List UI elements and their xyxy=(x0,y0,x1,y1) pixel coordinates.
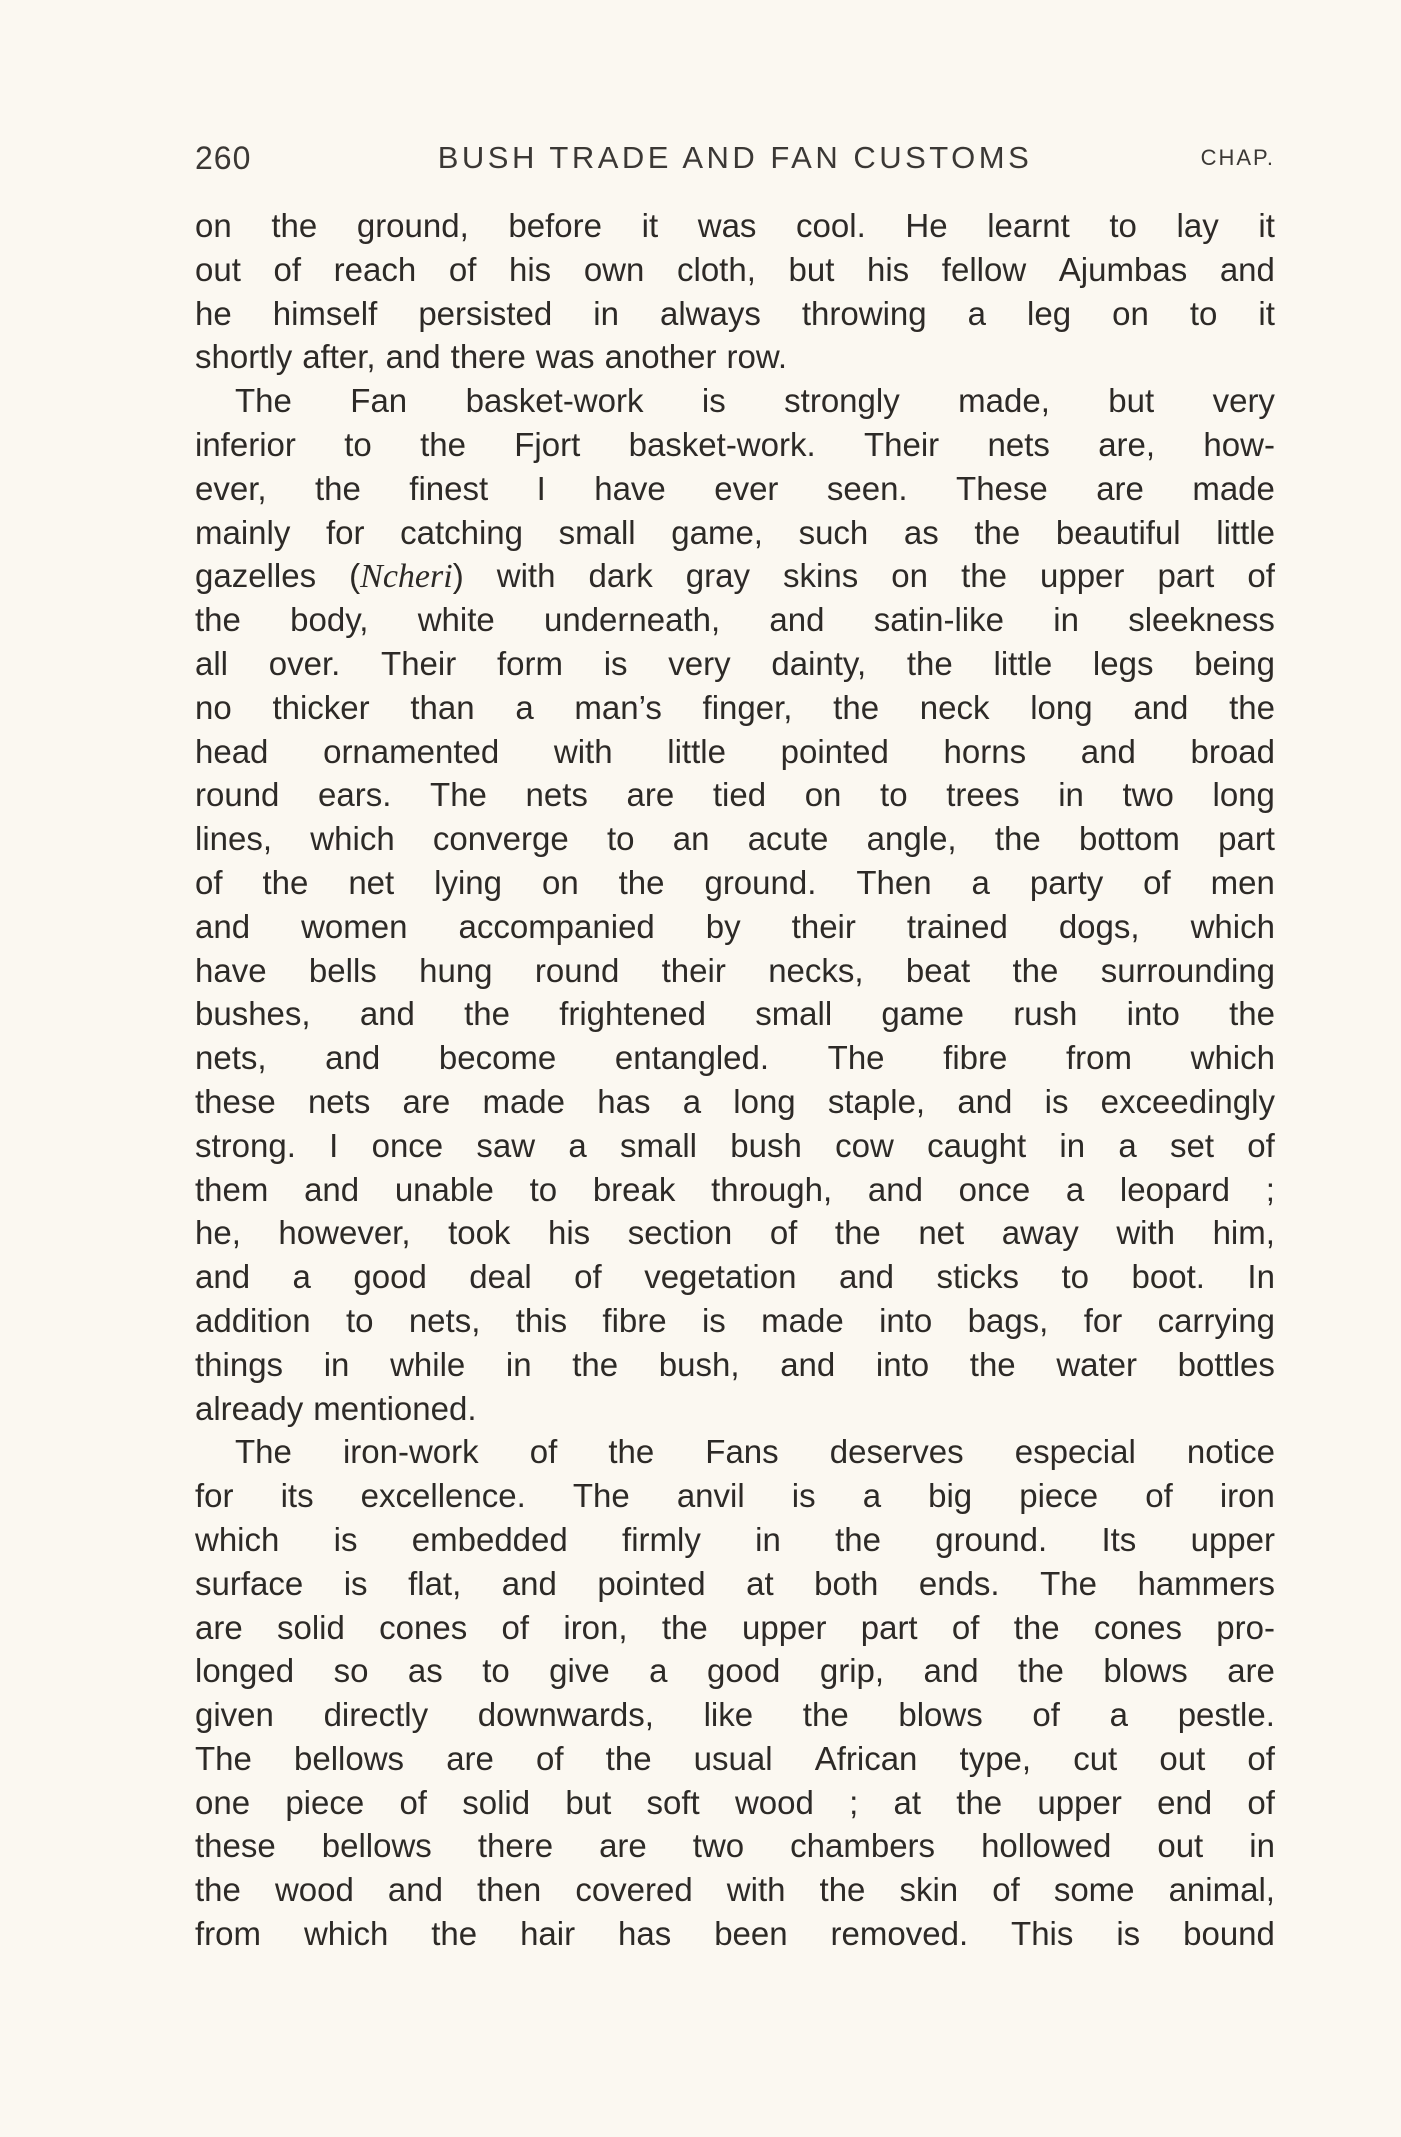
body-text xyxy=(195,204,1275,1956)
text-line: round ears. The nets are tied on to trees in two long xyxy=(195,776,1275,814)
text-line: gazelles (Ncheri) with dark gray skins on the upper part of xyxy=(195,557,1275,596)
running-title: BUSH TRADE AND FAN CUSTOMS xyxy=(437,140,1033,175)
text-line: bushes, and the frightened small game rush into the xyxy=(195,995,1275,1033)
text-line: given directly downwards, like the blows of a pestle. xyxy=(195,1696,1275,1734)
text-line: of the net lying on the ground. Then a party of men xyxy=(195,863,1275,901)
text-line: the wood and then covered with the skin of some animal, xyxy=(195,1871,1275,1909)
text-line: out of reach of his own cloth, but his fellow Ajumbas and xyxy=(195,250,1275,288)
text-line: strong. I once saw a small bush cow caught in a set of xyxy=(195,1126,1275,1164)
text-line: from which the hair has been removed. This is bound xyxy=(195,1915,1275,1953)
text-line: The iron-work of the Fans deserves especial notice xyxy=(235,1433,1275,1471)
page-number: 260 xyxy=(195,140,252,176)
text-line: The Fan basket-work is strongly made, but very xyxy=(235,382,1275,420)
text-line: he himself persisted in always throwing a leg on to it xyxy=(195,294,1275,332)
text-line: things in while in the bush, and into the water bottles xyxy=(195,1345,1275,1383)
text-line: nets, and become entangled. The fibre from which xyxy=(195,1039,1275,1077)
text-line: for its excellence. The anvil is a big piece of iron xyxy=(195,1477,1275,1515)
text-line: these nets are made has a long staple, and is exceedingly xyxy=(195,1082,1275,1120)
text-line: and women accompanied by their trained dogs, which xyxy=(195,907,1275,945)
text-line: one piece of solid but soft wood ; at the upper end of xyxy=(195,1783,1275,1821)
running-head xyxy=(195,132,1275,182)
text-line: these bellows there are two chambers hollowed out in xyxy=(195,1827,1275,1865)
text-line: surface is flat, and pointed at both ends. The hammers xyxy=(195,1564,1275,1602)
text-line: which is embedded firmly in the ground. Its upper xyxy=(195,1520,1275,1558)
text-line: longed so as to give a good grip, and the blows are xyxy=(195,1652,1275,1690)
text-line: mainly for catching small game, such as the beautiful little xyxy=(195,513,1275,551)
text-line: inferior to the Fjort basket-work. Their nets are, how- xyxy=(195,425,1275,463)
text-line: the body, white underneath, and satin-like in sleekness xyxy=(195,601,1275,639)
text-line: already mentioned. xyxy=(195,1389,477,1427)
text-line: head ornamented with little pointed horns and broad xyxy=(195,732,1275,770)
text-line: on the ground, before it was cool. He learnt to lay it xyxy=(195,207,1275,244)
text-line: shortly after, and there was another row. xyxy=(195,338,788,376)
text-line: addition to nets, this fibre is made into bags, for carrying xyxy=(195,1301,1275,1339)
chapter-label: CHAP. xyxy=(1200,145,1275,170)
text-line: The bellows are of the usual African type, cut out of xyxy=(195,1739,1275,1777)
text-line: he, however, took his section of the net away with him, xyxy=(195,1214,1275,1252)
text-line: them and unable to break through, and once a leopard ; xyxy=(195,1170,1275,1208)
text-line: all over. Their form is very dainty, the little legs being xyxy=(195,644,1275,682)
text-line: no thicker than a man’s finger, the neck long and the xyxy=(195,688,1275,726)
text-line: ever, the finest I have ever seen. These are made xyxy=(195,469,1275,507)
text-line: are solid cones of iron, the upper part of the cones pro- xyxy=(195,1608,1275,1646)
text-line: have bells hung round their necks, beat the surrounding xyxy=(195,951,1275,989)
text-line: lines, which converge to an acute angle, the bottom part xyxy=(195,820,1275,858)
text-line: and a good deal of vegetation and sticks to boot. In xyxy=(195,1258,1275,1296)
